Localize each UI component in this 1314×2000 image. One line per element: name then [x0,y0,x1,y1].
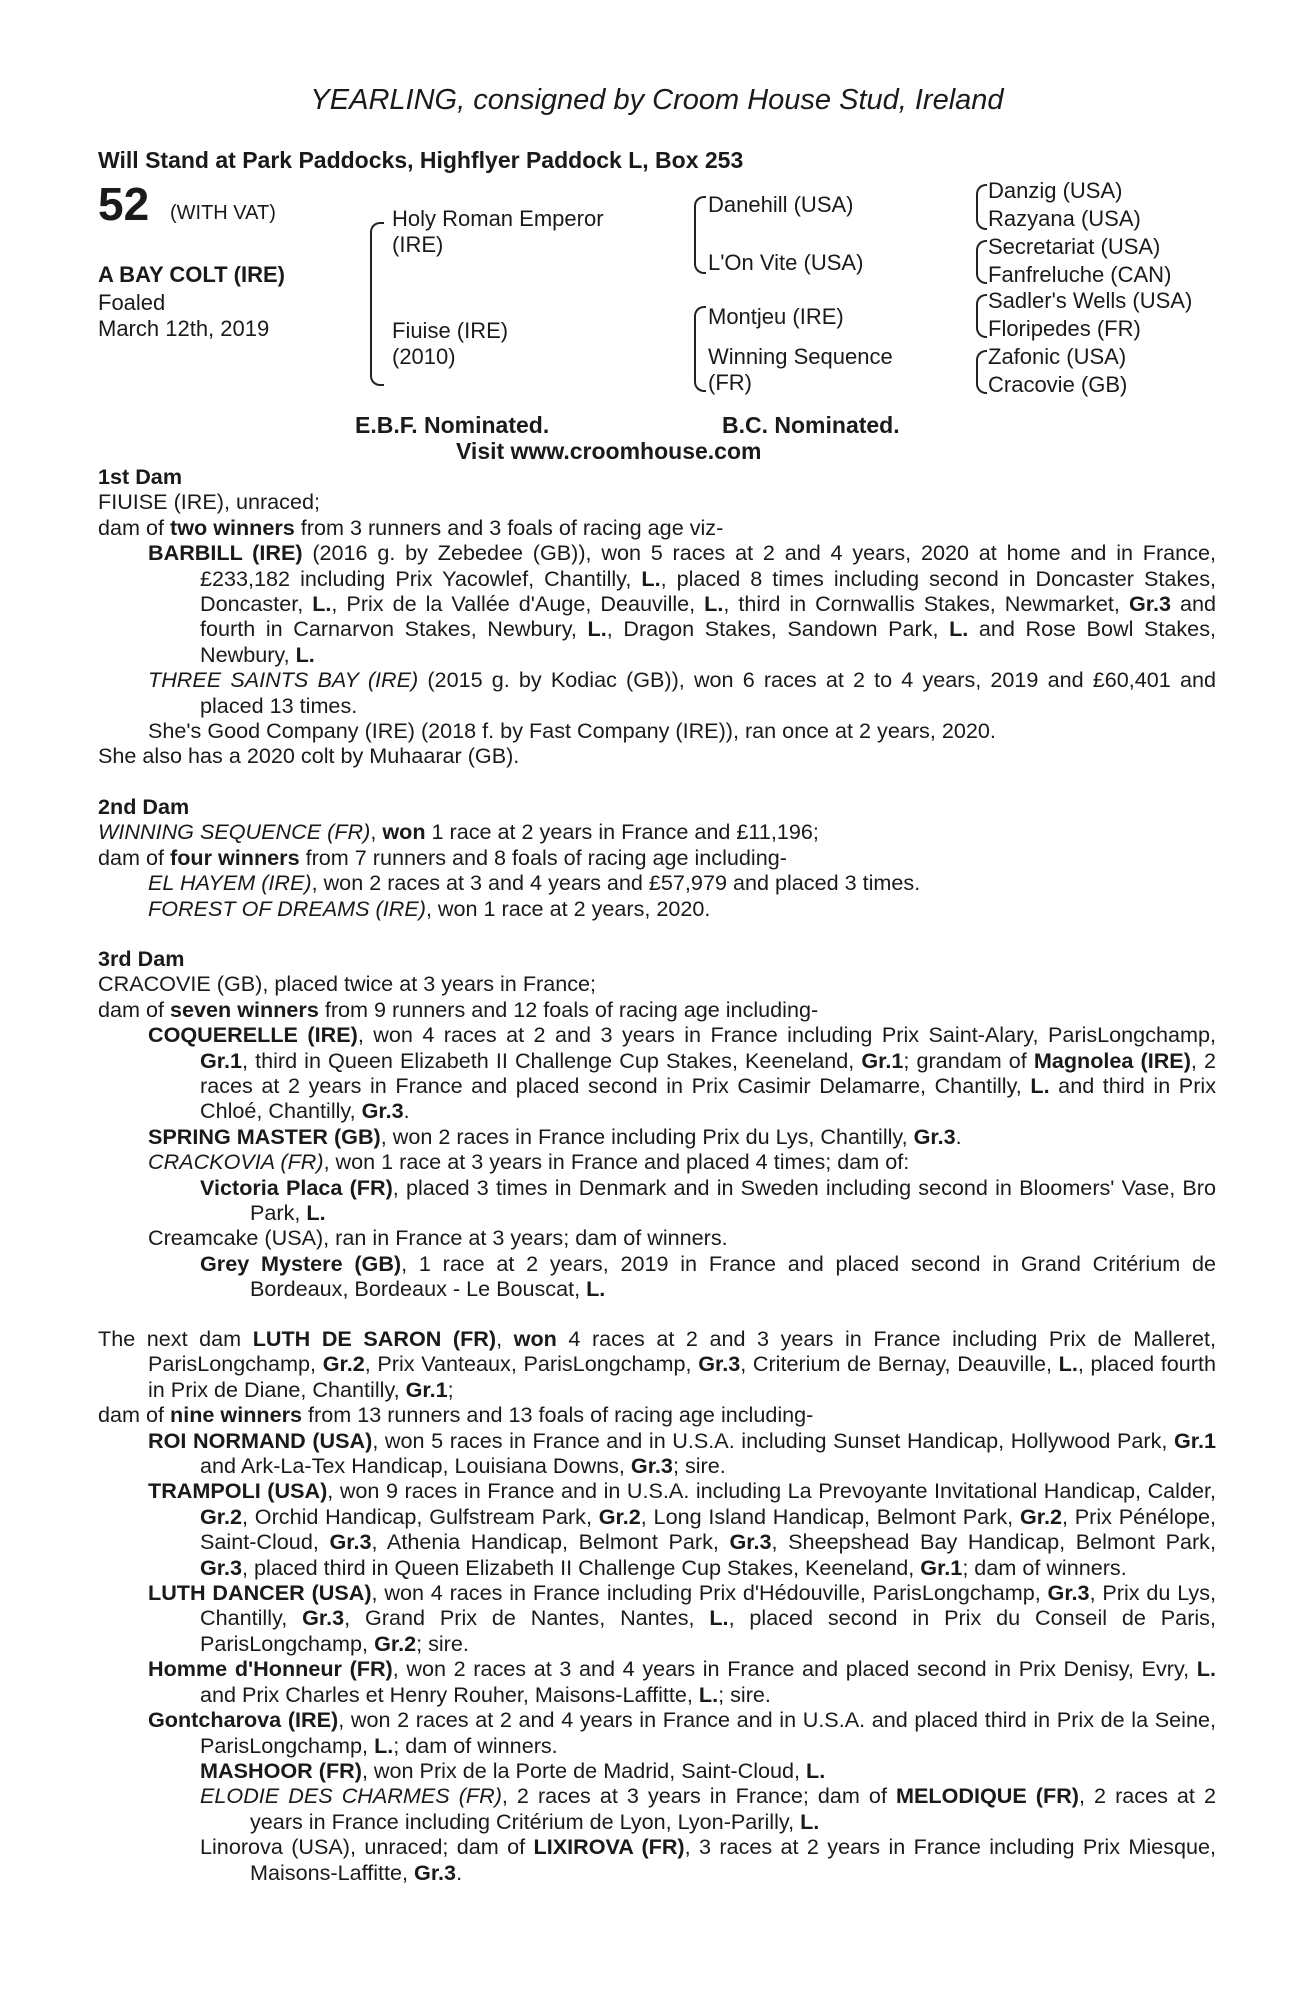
section-heading: 2nd Dam [98,794,190,819]
ss-sire: Danzig (USA) [988,178,1123,203]
progeny-entry: COQUERELLE (IRE), won 4 races at 2 and 3 years in France including Prix Saint-Alary, ParisLongchamp, Gr.1, third in Queen Elizabeth II Challenge Cup Stakes, Keeneland, Gr.1; grandam of Magnolea (IRE), 2 races at 2 years in France and placed second in Prix Casimir Delamarre, Chantilly, L. and third in Prix Chloé, Chantilly, Gr.3. [148,1022,1217,1124]
dam-produce-line: dam of two winners from 3 runners and 3 foals of racing age viz- [98,514,724,540]
grand-progeny-entry: MASHOOR (FR), won Prix de la Porte de Madrid, Saint-Cloud, L. [200,1757,826,1783]
ds-sire: Sadler's Wells (USA) [988,288,1193,313]
grand-progeny-entry: ELODIE DES CHARMES (FR), 2 races at 3 years in France; dam of MELODIQUE (FR), 2 races at 2 years in France including Critérium de Lyon, Lyon-Parilly, L. [200,1783,1216,1834]
grand-progeny-entry: Grey Mystere (GB), 1 race at 2 years, 2019 in France and placed second in Grand Critérium de Bordeaux, Bordeaux - Le Bouscat, L. [200,1250,1216,1302]
foaled-label: Foaled [98,290,166,315]
dam-dam [708,344,893,396]
ds-dam: Floripedes (FR) [988,316,1141,341]
dam-produce-line: dam of seven winners from 9 runners and 12 foals of racing age including- [98,996,819,1022]
pedigree-brace [976,240,987,284]
dam-name: Fiuise (IRE) [392,318,509,343]
horse-description: A BAY COLT (IRE) [98,262,286,287]
progeny-entry: TRAMPOLI (USA), won 9 races in France and in U.S.A. including La Prevoyante Invitational Handicap, Calder, Gr.2, Orchid Handicap, Gulfstream Park, Gr.2, Long Island Handicap, Belmont Park, Gr.2, Prix Pénélope, Saint-Cloud, Gr.3, Athenia Handicap, Belmont Park, Gr.3, Sheepshead Bay Handicap, Belmont Park, Gr.3, placed third in Queen Elizabeth II Challenge Cup Stakes, Keeneland, Gr.1; dam of winners. [148,1478,1216,1580]
pedigree-brace [694,196,706,274]
dd-dam: Cracovie (GB) [988,372,1128,397]
progeny-entry: FOREST OF DREAMS (IRE), won 1 race at 2 years, 2020. [148,895,711,921]
website-link[interactable]: Visit www.croomhouse.com [456,438,762,464]
dam-line: FIUISE (IRE), unraced; [98,489,321,515]
section-heading: 3rd Dam [98,946,185,971]
progeny-entry: CRACKOVIA (FR), won 1 race at 3 years in France and placed 4 times; dam of: [148,1149,910,1175]
dam [392,318,508,370]
progeny-note: She also has a 2020 colt by Muhaarar (GB). [98,743,520,769]
dam-line: The next dam LUTH DE SARON (FR), won 4 races at 2 and 3 years in France including Prix de Malleret, ParisLongchamp, Gr.2, Prix Vanteaux, ParisLongchamp, Gr.3, Criterium de Bernay, Deauville, L., placed fourth in Prix de Diane, Chantilly, Gr.1; [98,1326,1216,1402]
dam-sire: Montjeu (IRE) [708,304,844,329]
pedigree-brace [976,350,987,394]
grand-progeny-entry: Linorova (USA), unraced; dam of LIXIROVA (FR), 3 races at 2 years in France including Prix Miesque, Maisons-Laffitte, Gr.3. [200,1834,1216,1885]
progeny-entry: THREE SAINTS BAY (IRE) (2015 g. by Kodiac (GB)), won 6 races at 2 to 4 years, 2019 and £60,401 and placed 13 times. [148,667,1216,718]
pedigree-brace [370,222,384,386]
dd-sire: Zafonic (USA) [988,344,1127,369]
progeny-entry: She's Good Company (IRE) (2018 f. by Fast Company (IRE)), ran once at 2 years, 2020. [148,718,996,744]
progeny-entry: Creamcake (USA), ran in France at 3 years; dam of winners. [148,1225,728,1251]
progeny-entry: Homme d'Honneur (FR), won 2 races at 3 and 4 years in France and placed second in Prix Denisy, Evry, L. and Prix Charles et Henry Rouher, Maisons-Laffitte, L.; sire. [148,1656,1216,1707]
sire-name: Holy Roman Emperor [392,206,604,231]
progeny-entry: ROI NORMAND (USA), won 5 races in France and in U.S.A. including Sunset Handicap, Hollywood Park, Gr.1 and Ark-La-Tex Handicap, Louisiana Downs, Gr.3; sire. [148,1427,1216,1479]
vat-label: (WITH VAT) [170,202,276,224]
progeny-entry: BARBILL (IRE) (2016 g. by Zebedee (GB)), won 5 races at 2 and 4 years, 2020 at home and in France, £233,182 including Prix Yacowlef, Chantilly, L., placed 8 times including second in Doncaster Stakes, Doncaster, L., Prix de la Vallée d'Auge, Deauville, L., third in Cornwallis Stakes, Newmarket, Gr.3 and fourth in Carnarvon Stakes, Newbury, L., Dragon Stakes, Sandown Park, L. and Rose Bowl Stakes, Newbury, L. [148,540,1216,667]
dam-line: WINNING SEQUENCE (FR), won 1 race at 2 years in France and £11,196; [98,819,819,845]
third-dam-section [98,946,1216,1302]
progeny-entry: EL HAYEM (IRE), won 2 races at 3 and 4 years and £57,979 and placed 3 times. [148,870,921,896]
dam-dam-country: (FR) [708,370,752,395]
dam-produce-line: dam of nine winners from 13 runners and 13 foals of racing age including- [98,1402,814,1428]
next-dam-section [98,1326,1216,1885]
ebf-nominated: E.B.F. Nominated. [355,412,550,438]
foaled-date: March 12th, 2019 [98,316,270,341]
lot-number: 52 [98,178,150,230]
sire [392,206,604,258]
stand-location: Will Stand at Park Paddocks, Highflyer Paddock L, Box 253 [98,147,744,173]
dam-year: (2010) [392,344,456,369]
grand-progeny-entry: Victoria Placa (FR), placed 3 times in Denmark and in Sweden including second in Bloomers' Vase, Bro Park, L. [200,1174,1217,1226]
bc-nominated: B.C. Nominated. [722,412,900,438]
sd-dam: Fanfreluche (CAN) [988,262,1172,287]
page-title: YEARLING, consigned by Croom House Stud, Ireland [310,84,1004,116]
ss-dam: Razyana (USA) [988,206,1141,231]
sire-dam: L'On Vite (USA) [708,250,864,275]
second-dam-section [98,794,1216,921]
sd-sire: Secretariat (USA) [988,234,1161,259]
progeny-entry: LUTH DANCER (USA), won 4 races in France including Prix d'Hédouville, ParisLongchamp, Gr.3, Prix du Lys, Chantilly, Gr.3, Grand Prix de Nantes, Nantes, L., placed second in Prix du Conseil de Paris, ParisLongchamp, Gr.2; sire. [148,1580,1216,1656]
section-heading: 1st Dam [98,464,183,489]
pedigree-brace [694,306,706,392]
progeny-entry: SPRING MASTER (GB), won 2 races in France including Prix du Lys, Chantilly, Gr.3. [148,1123,962,1149]
pedigree-brace [976,294,987,338]
sire-sire: Danehill (USA) [708,192,854,217]
dam-produce-line: dam of four winners from 7 runners and 8 foals of racing age including- [98,844,787,870]
first-dam-section [98,464,1216,769]
progeny-entry: Gontcharova (IRE), won 2 races at 2 and 4 years in France and in U.S.A. and placed third in Prix de la Seine, ParisLongchamp, L.; dam of winners. [148,1707,1216,1758]
pedigree-brace [976,184,987,230]
dam-line: CRACOVIE (GB), placed twice at 3 years in France; [98,971,597,997]
dam-dam-name: Winning Sequence [708,344,893,369]
sire-country: (IRE) [392,232,444,257]
